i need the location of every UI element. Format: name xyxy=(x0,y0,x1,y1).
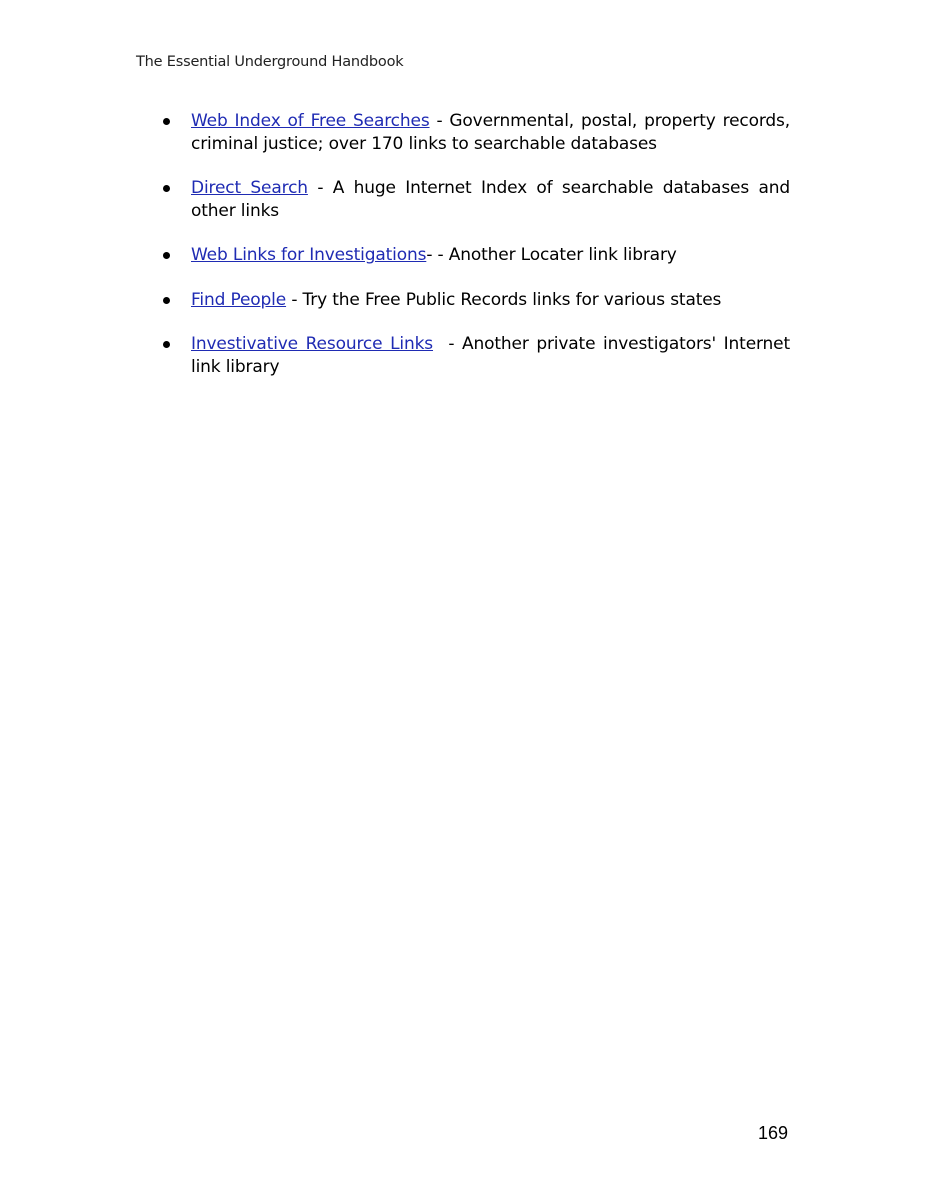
bullet-icon xyxy=(163,118,170,125)
list-item xyxy=(163,289,790,312)
list-item xyxy=(163,244,790,267)
investivative-resource-link[interactable]: Investivative Resource Links xyxy=(191,334,434,354)
page-number: 169 xyxy=(758,1123,789,1143)
item-description: - - Another Locater link library xyxy=(426,245,677,265)
web-links-investigations-link[interactable]: Web Links for Investigations xyxy=(191,245,427,265)
item-description: - A huge Internet Index of searchable databases and other links xyxy=(191,178,790,221)
bullet-icon xyxy=(163,185,170,192)
bullet-icon xyxy=(163,297,170,304)
list-item xyxy=(163,177,790,222)
resource-link-list xyxy=(163,110,796,400)
list-item xyxy=(163,333,796,378)
list-item xyxy=(163,110,790,155)
direct-search-link[interactable]: Direct Search xyxy=(191,178,308,198)
find-people-link[interactable]: Find People xyxy=(191,289,287,310)
running-header: The Essential Underground Handbook xyxy=(136,54,404,70)
item-description: - Try the Free Public Records links for various states xyxy=(286,289,722,310)
item-description: - Another private investigators' Internet link library xyxy=(191,334,796,377)
web-index-link[interactable]: Web Index of Free Searches xyxy=(191,111,430,131)
item-description: - Governmental, postal, property records, criminal justice; over 170 links to searchable databases xyxy=(191,111,790,154)
bullet-icon xyxy=(163,252,170,259)
bullet-icon xyxy=(163,341,170,348)
